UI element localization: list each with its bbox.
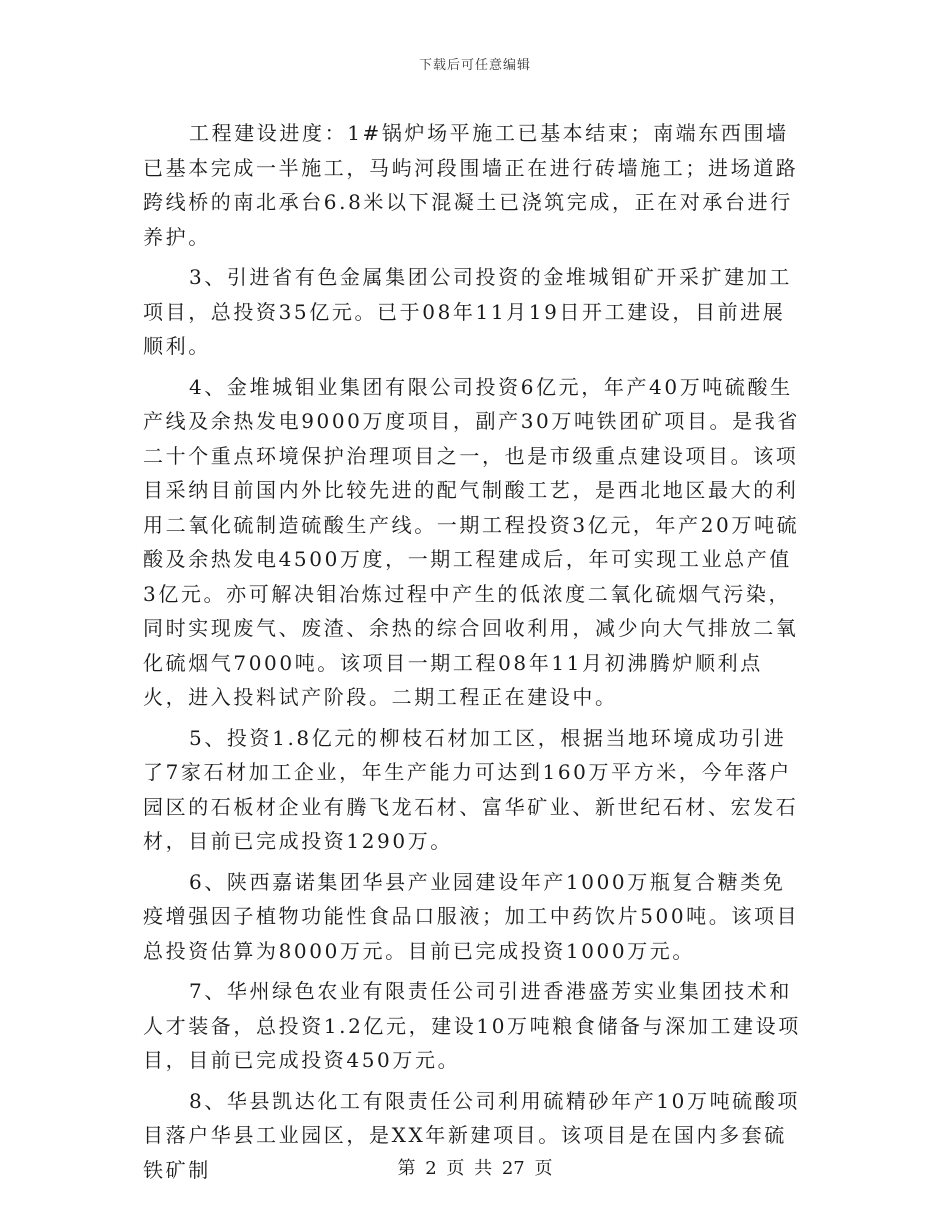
paragraph-item-4: 4、金堆城钼业集团有限公司投资6亿元，年产40万吨硫酸生产线及余热发电9000万度项目，副产30万吨铁团矿项目。是我省二十个重点环境保护治理项目之一，也是市级重点建设项目。该项目采纳目前国内外比较先进的配气制酸工艺，是西北地区最大的利用二氧化硫制造硫酸生产线。一期工程投资3亿元，年产20万吨硫酸及余热发电4500万度，一期工程建成后，年可实现工业总产值3亿元。亦可解决钼冶炼过程中产生的低浓度二氧化硫烟气污染，同时实现废气、废渣、余热的综合回收利用，减少向大气排放二氧化硫烟气7000吨。该项目一期工程08年11月初沸腾炉顺利点火，进入投料试产阶段。二期工程正在建设中。 — [143, 374, 800, 709]
paragraph-construction-progress: 工程建设进度：1#锅炉场平施工已基本结束；南端东西围墙已基本完成一半施工，马屿河段围墙正在进行砖墙施工；进场道路跨线桥的南北承台6.8米以下混凝土已浇筑完成，正在对承台进行养护。 — [143, 121, 799, 249]
page-header: 下载后可任意编辑 — [418, 58, 531, 73]
paragraph-item-5: 5、投资1.8亿元的柳枝石材加工区，根据当地环境成功引进了7家石材加工企业，年生产能力可达到160万平方米，今年落户园区的石板材企业有腾飞龙石材、富华矿业、新世纪石材、宏发石材，目前已完成投资1290万。 — [143, 725, 799, 853]
page-number: 第 2 页 共 27 页 — [397, 1158, 553, 1179]
paragraph-item-3: 3、引进省有色金属集团公司投资的金堆城钼矿开采扩建加工项目，总投资35亿元。已于08年11月19日开工建设，目前进展顺利。 — [143, 265, 792, 358]
paragraph-item-8: 8、华县凯达化工有限责任公司利用硫精砂年产10万吨硫酸项目落户华县工业园区，是XX年新建项目。该项目是在国内多套硫铁矿制 — [143, 1088, 800, 1182]
paragraph-item-7: 7、华州绿色农业有限责任公司引进香港盛芳实业集团技术和人才装备，总投资1.2亿元，建设10万吨粮食储备与深加工建设项目，目前已完成投资450万元。 — [143, 979, 801, 1072]
document-body — [143, 116, 803, 1193]
paragraph-item-6: 6、陕西嘉诺集团华县产业园建设年产1000万瓶复合糖类免疫增强因子植物功能性食品口服液；加工中药饮片500吨。该项目总投资估算为8000万元。目前已完成投资1000万元。 — [143, 869, 800, 963]
